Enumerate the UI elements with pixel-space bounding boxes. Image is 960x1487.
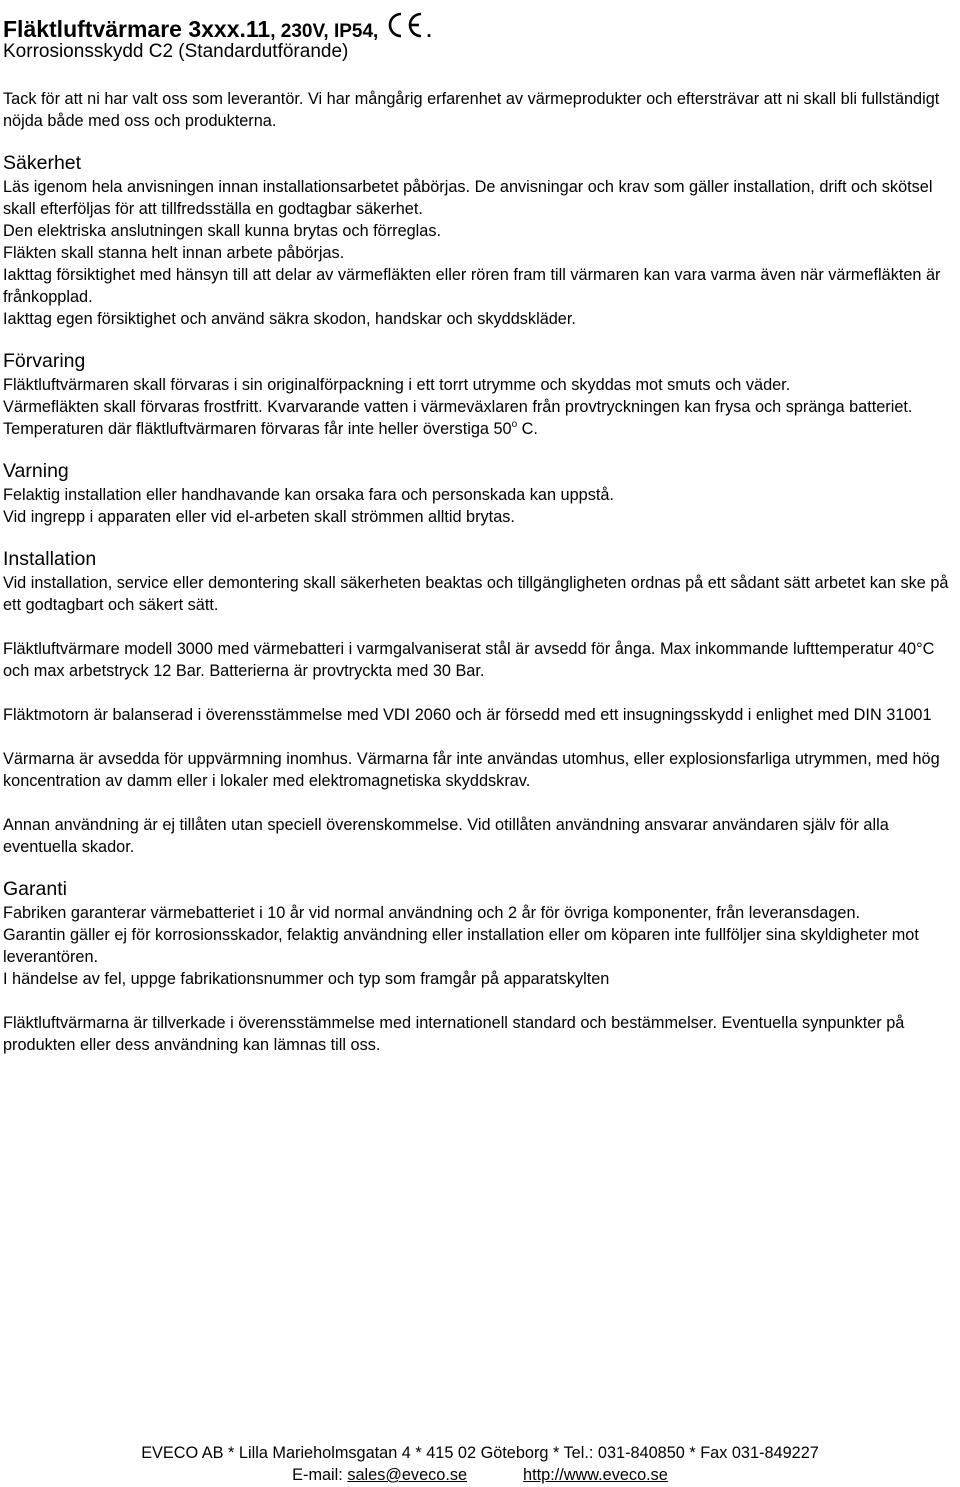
safety-line: Iakttag försiktighet med hänsyn till att delar av värmefläkten eller rören fram till värmaren kan vara varma även när värmefläkten är frånkopplad. [3,266,941,306]
installation-section [3,546,958,858]
intro-paragraph: Tack för att ni har valt oss som leverantör. Vi har mångårig erfarenhet av värmeprodukter och eftersträvar att ni skall bli fullständigt nöjda både med oss och produkterna. [3,90,940,130]
intro-section [3,88,958,132]
installation-paragraph: Annan användning är ej tillåten utan speciell överenskommelse. Vid otillåten användning ansvarar användaren själv för alla eventuella skador. [3,816,889,856]
safety-line: Läs igenom hela anvisningen innan installationsarbetet påbörjas. De anvisningar och krav som gäller installation, drift och skötsel skall efterföljas för att tillfredsställa en godtagbar säkerhet. [3,178,933,218]
section-heading-safety: Säkerhet [3,152,82,174]
title-end: . [426,21,432,42]
storage-line [3,418,958,440]
storage-temp-unit: C. [517,420,538,438]
email-link[interactable]: sales@eveco.se [347,1466,468,1484]
warranty-section [3,876,958,1056]
installation-paragraph: Fläktluftvärmare modell 3000 med värmebatteri i varmgalvaniserat stål är avsedd för ånga. Max inkommande lufttemperatur 40°C och max arbetstryck 12 Bar. Batterierna är provtryckta med 30 Bar. [3,640,935,680]
section-heading-warning: Varning [3,460,69,482]
safety-section [3,150,958,330]
document-subtitle: Korrosionsskydd C2 (Standardutförande) [3,41,349,62]
storage-section [3,348,958,440]
storage-line: Fläktluftvärmaren skall förvaras i sin originalförpackning i ett torrt utrymme och skyddas mot smuts och väder. [3,376,791,394]
warning-line: Felaktig installation eller handhavande kan orsaka fara och personskada kan uppstå. [3,486,614,504]
storage-line: Värmefläkten skall förvaras frostfritt. Kvarvarande vatten i värmeväxlaren från provtryckningen kan frysa och spränga batteriet. [3,398,913,416]
section-heading-warranty: Garanti [3,878,67,900]
title-product-name: Fläktluftvärmare 3xxx.11 [3,16,271,42]
warning-section [3,458,958,528]
ce-mark-icon [384,10,424,50]
degree-superscript: o [511,419,518,430]
section-heading-installation: Installation [3,548,97,570]
installation-paragraph: Fläktmotorn är balanserad i överensstämmelse med VDI 2060 och är försedd med ett insugningsskydd i enlighet med DIN 31001 [3,706,932,724]
safety-line: Den elektriska anslutningen skall kunna brytas och förreglas. [3,222,442,240]
warning-line: Vid ingrepp i apparaten eller vid el-arbeten skall strömmen alltid brytas. [3,508,515,526]
installation-paragraph: Värmarna är avsedda för uppvärmning inomhus. Värmarna får inte användas utomhus, eller explosionsfarliga utrymmen, med hög koncentration av damm eller i lokaler med elektromagnetiska skyddskrav. [3,750,940,790]
section-heading-storage: Förvaring [3,350,86,372]
safety-line: Iakttag egen försiktighet och använd säkra skodon, handskar och skyddskläder. [3,310,576,328]
email-label: E-mail: [292,1466,348,1484]
footer-address: EVECO AB * Lilla Marieholmsgatan 4 * 415 02 Göteborg * Tel.: 031-840850 * Fax 031-849227 [141,1444,819,1462]
warranty-line: I händelse av fel, uppge fabrikationsnummer och typ som framgår på apparatskylten [3,970,610,988]
warranty-line: Fabriken garanterar värmebatteriet i 10 år vid normal användning och 2 år för övriga komponenter, från leveransdagen. [3,904,861,922]
closing-paragraph: Fläktluftvärmarna är tillverkade i överensstämmelse med internationell standard och bestämmelser. Eventuella synpunkter på produkten eller dess användning kan lämnas till oss. [3,1014,905,1054]
website-link[interactable]: http://www.eveco.se [523,1466,668,1484]
storage-temp-text: Temperaturen där fläktluftvärmaren förvaras får inte heller överstiga 50 [3,420,512,438]
installation-paragraph: Vid installation, service eller demontering skall säkerheten beaktas och tillgängligheten ordnas på ett sådant sätt arbetet kan ske på ett godtagbart och säkert sätt. [3,574,949,614]
title-specs: , 230V, IP54, [270,21,379,42]
footer-contact [0,1464,960,1486]
safety-line: Fläkten skall stanna helt innan arbete påbörjas. [3,244,345,262]
warranty-line: Garantin gäller ej för korrosionsskador, felaktig användning eller installation eller om köparen inte fullföljer sina skyldigheter mot leverantören. [3,926,919,966]
